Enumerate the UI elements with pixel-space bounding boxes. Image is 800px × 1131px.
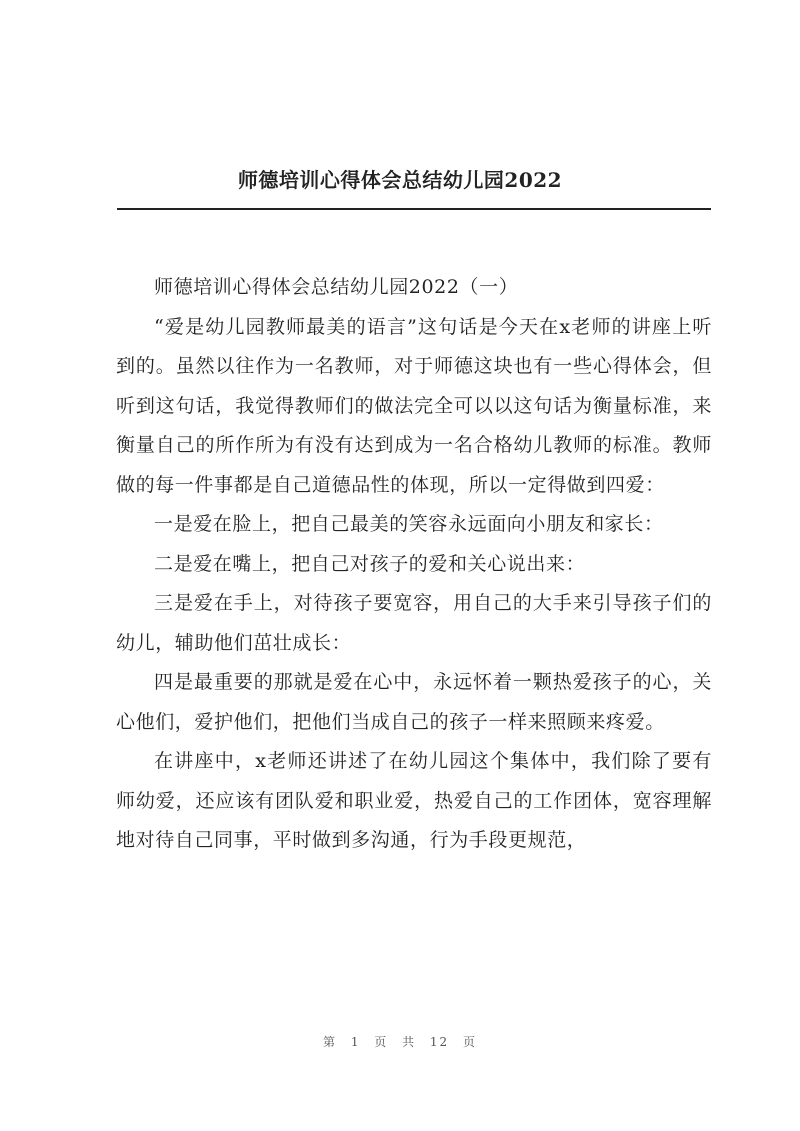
document-title: 师德培训心得体会总结幼儿园2022: [237, 168, 563, 192]
paragraph-love-face: 一是爱在脸上，把自己最美的笑容永远面向小朋友和家长：: [154, 513, 664, 535]
paragraph-love-heart: 四是最重要的那就是爱在心中，永远怀着一颗热爱孩子的心，关心他们，爱护他们，把他们当成自己的孩子一样来照顾来疼爱。: [116, 671, 712, 733]
page-number-footer: 第 1 页 共 12 页: [323, 1035, 477, 1049]
title-divider: [117, 208, 711, 210]
paragraph-love-hands: 三是爱在手上，对待孩子要宽容，用自己的大手来引导孩子们的幼儿，辅助他们茁壮成长：: [116, 592, 712, 654]
paragraph-lecture: 在讲座中，x老师还讲述了在幼儿园这个集体中，我们除了要有师幼爱，还应该有团队爱和职业爱，热爱自己的工作团体，宽容理解地对待自己同事，平时做到多沟通，行为手段更规范，: [116, 750, 712, 851]
paragraph-love-mouth: 二是爱在嘴上，把自己对孩子的爱和关心说出来：: [154, 552, 586, 575]
paragraph-intro: “爱是幼儿园教师最美的语言”这句话是今天在x老师的讲座上听到的。虽然以往作为一名教师，对于师德这块也有一些心得体会，但听到这句话，我觉得教师们的做法完全可以以这句话为衡量标准，来衡量自己的所作所为有没有达到成为一名合格幼儿教师的标准。教师做的每一件事都是自己道德品性的体现，所以一定得做到四爱：: [116, 315, 712, 496]
paragraph-heading: 师德培训心得体会总结幼儿园2022（一）: [154, 276, 519, 298]
document-body: [116, 268, 712, 861]
